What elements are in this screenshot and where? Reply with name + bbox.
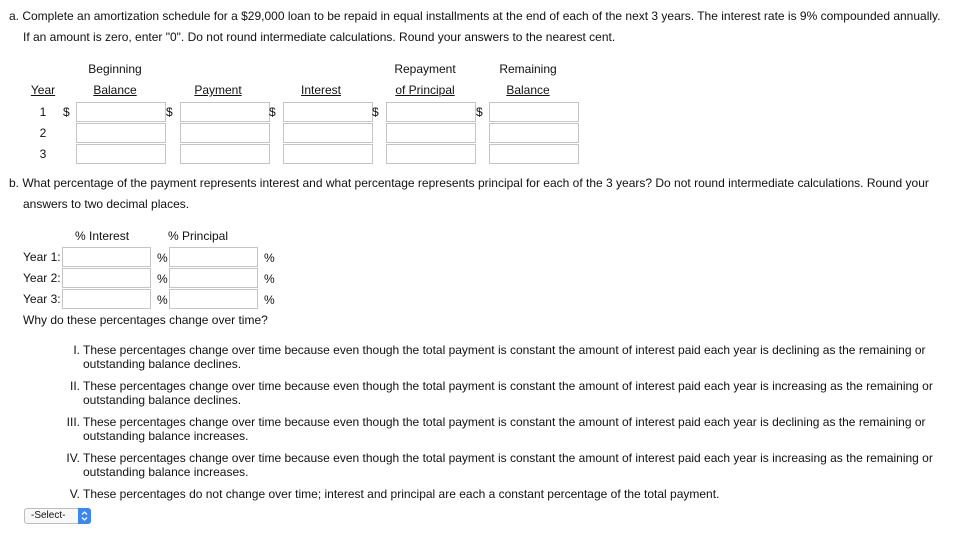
header-repayment-bottom: of Principal <box>395 83 455 97</box>
pct-row-1-label: Year 1: <box>23 250 61 264</box>
option-number: I. <box>73 343 80 357</box>
pct-row-2-principal-percent: % <box>264 272 275 286</box>
row-1-repayment-dollar: $ <box>372 105 379 119</box>
header-remaining-bottom: Balance <box>506 83 550 97</box>
pct-row-1-interest-input[interactable] <box>62 247 151 267</box>
pct-row-1-principal-input[interactable] <box>169 247 258 267</box>
row-2-remaining-balance-input[interactable] <box>489 123 579 143</box>
pct-row-2-interest-percent: % <box>157 272 168 286</box>
header-percent-principal: % Principal <box>168 229 229 243</box>
row-1-beginning-dollar: $ <box>63 105 70 119</box>
option-text: These percentages change over time because even though the total payment is constant the amount of interest paid each year is increasing as the remaining or outstanding balance increases. <box>83 451 933 479</box>
part-a-prompt <box>9 6 949 48</box>
header-repayment <box>386 59 464 101</box>
pct-row-3-principal-input[interactable] <box>169 289 258 309</box>
pct-row-3-principal-percent: % <box>264 293 275 307</box>
header-beginning-bottom: Balance <box>93 83 137 97</box>
row-2-repayment-input[interactable] <box>386 123 476 143</box>
header-beginning-top: Beginning <box>88 62 142 76</box>
row-1-remaining-balance-input[interactable] <box>489 102 579 122</box>
option-text: These percentages change over time because even though the total payment is constant the amount of interest paid each year is declining as the remaining or outstanding balance declines. <box>83 343 926 371</box>
row-1-remaining-dollar: $ <box>476 105 483 119</box>
option-text: These percentages do not change over time; interest and principal are each a constant percentage of the total payment. <box>83 487 720 501</box>
header-remaining-top: Remaining <box>499 62 557 76</box>
pct-row-3-interest-input[interactable] <box>62 289 151 309</box>
header-payment: Payment <box>194 83 242 97</box>
option-number: IV. <box>66 451 80 465</box>
header-interest: Interest <box>300 83 342 97</box>
pct-row-2-principal-input[interactable] <box>169 268 258 288</box>
pct-row-3-label: Year 3: <box>23 292 61 306</box>
pct-row-1-interest-percent: % <box>157 251 168 265</box>
row-1-interest-input[interactable] <box>283 102 373 122</box>
option-number: II. <box>69 379 80 393</box>
pct-row-2-interest-input[interactable] <box>62 268 151 288</box>
row-3-payment-input[interactable] <box>180 144 270 164</box>
header-year: Year <box>30 83 56 97</box>
pct-row-3-interest-percent: % <box>157 293 168 307</box>
question-text: Why do these percentages change over time? <box>23 313 268 327</box>
option-number: V. <box>69 487 80 501</box>
answer-select-value: -Select- <box>31 510 66 521</box>
part-a-prompt-line1: a. Complete an amortization schedule for a $29,000 loan to be repaid in equal installments at the end of each of the next 3 years. The interest rate is 9% compounded annually. <box>9 9 941 23</box>
option-text: These percentages change over time because even though the total payment is constant the amount of interest paid each year is declining as the remaining or outstanding balance increases. <box>83 415 926 443</box>
row-2-payment-input[interactable] <box>180 123 270 143</box>
pct-row-1-principal-percent: % <box>264 251 275 265</box>
row-3-remaining-balance-input[interactable] <box>489 144 579 164</box>
part-b-prompt <box>9 173 949 215</box>
option-number: III. <box>66 415 80 429</box>
row-1-payment-dollar: $ <box>166 105 173 119</box>
header-beginning <box>76 59 154 101</box>
row-3-year: 3 <box>39 147 47 161</box>
row-1-payment-input[interactable] <box>180 102 270 122</box>
part-b-prompt-line2: answers to two decimal places. <box>23 197 190 211</box>
header-percent-interest: % Interest <box>75 229 130 243</box>
pct-row-2-label: Year 2: <box>23 271 61 285</box>
option-text: These percentages change over time because even though the total payment is constant the amount of interest paid each year is increasing as the remaining or outstanding balance declines. <box>83 379 933 407</box>
row-3-repayment-input[interactable] <box>386 144 476 164</box>
row-2-beginning-balance-input[interactable] <box>76 123 166 143</box>
row-1-year: 1 <box>39 105 47 119</box>
up-down-chevron-icon <box>78 508 91 524</box>
header-remaining <box>489 59 567 101</box>
row-1-beginning-balance-input[interactable] <box>76 102 166 122</box>
row-3-beginning-balance-input[interactable] <box>76 144 166 164</box>
row-3-interest-input[interactable] <box>283 144 373 164</box>
row-1-interest-dollar: $ <box>269 105 276 119</box>
part-b-prompt-line1: b. What percentage of the payment represents interest and what percentage represents principal for each of the 3 years? Do not round intermediate calculations. Round your <box>9 176 929 190</box>
row-2-interest-input[interactable] <box>283 123 373 143</box>
part-a-prompt-line2: If an amount is zero, enter "0". Do not round intermediate calculations. Round your answers to the nearest cent. <box>23 30 616 44</box>
row-1-repayment-input[interactable] <box>386 102 476 122</box>
row-2-year: 2 <box>39 126 47 140</box>
header-repayment-top: Repayment <box>394 62 456 76</box>
answer-select[interactable] <box>24 508 91 524</box>
